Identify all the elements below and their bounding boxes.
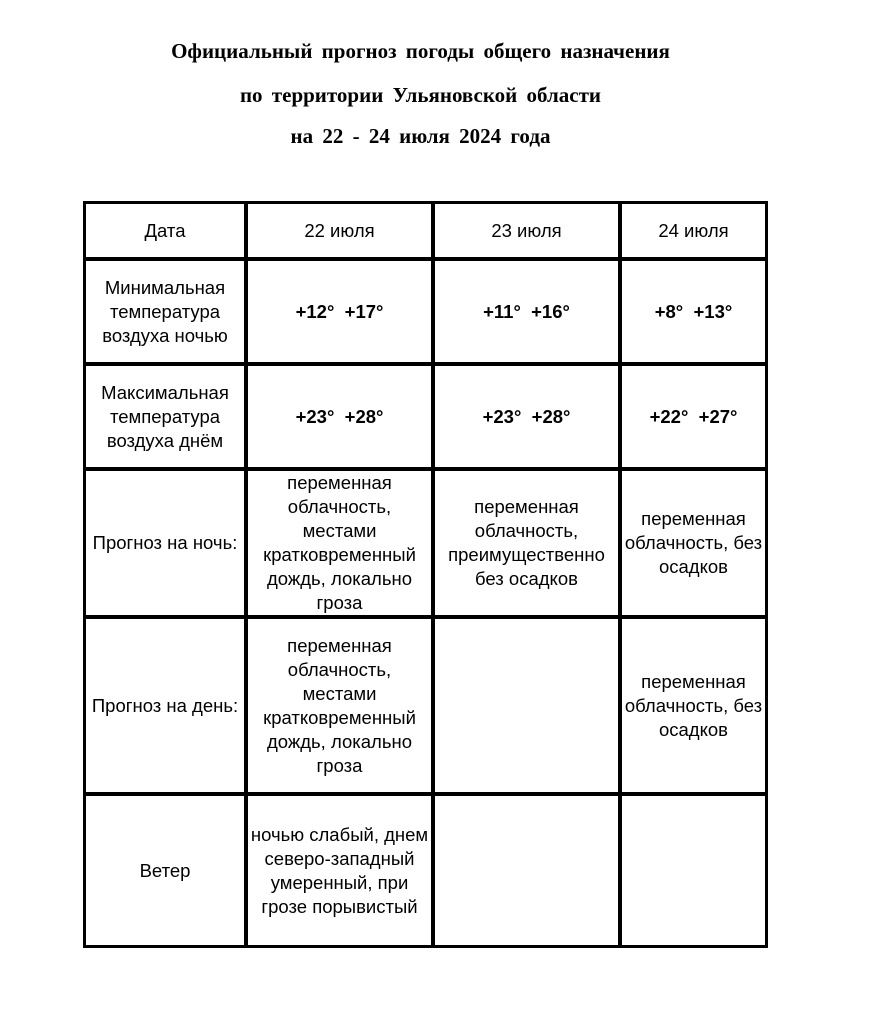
- min-temp-day-3: +8° +13°: [620, 259, 767, 364]
- wind-day-1: ночью слабый, днем северо-западный умеренный, при грозе порывистый: [246, 794, 433, 947]
- title-line-2: по территории Ульяновской области: [239, 83, 602, 107]
- day-forecast-day-3: переменная облачность, без осадков: [620, 617, 767, 794]
- min-temp-day-2: +11° +16°: [433, 259, 620, 364]
- forecast-table: [83, 201, 768, 948]
- wind-row: [84, 794, 767, 947]
- header-date-3: 24 июля: [620, 202, 767, 259]
- title-line-3: на 22 - 24 июля 2024 года: [290, 124, 551, 148]
- header-date-2: 23 июля: [433, 202, 620, 259]
- max-temp-row: [84, 364, 767, 469]
- night-forecast-day-2: переменная облачность, преимущественно без осадков: [433, 469, 620, 617]
- min-temp-day-1: +12° +17°: [246, 259, 433, 364]
- night-forecast-day-3: переменная облачность, без осадков: [620, 469, 767, 617]
- row-label-night-forecast: Прогноз на ночь:: [84, 469, 246, 617]
- header-row: [84, 202, 767, 259]
- row-label-min-temp: Минимальная температура воздуха ночью: [84, 259, 246, 364]
- max-temp-day-2: +23° +28°: [433, 364, 620, 469]
- min-temp-row: [84, 259, 767, 364]
- night-forecast-row: [84, 469, 767, 617]
- header-date-label: Дата: [84, 202, 246, 259]
- day-forecast-row: [84, 617, 767, 794]
- row-label-wind: Ветер: [84, 794, 246, 947]
- day-forecast-day-2: [433, 617, 620, 794]
- title-line-1: Официальный прогноз погоды общего назначения: [171, 39, 670, 63]
- wind-day-2: [433, 794, 620, 947]
- day-forecast-day-1: переменная облачность, местами кратковременный дождь, локально гроза: [246, 617, 433, 794]
- wind-day-3: [620, 794, 767, 947]
- header-date-1: 22 июля: [246, 202, 433, 259]
- max-temp-day-3: +22° +27°: [620, 364, 767, 469]
- row-label-day-forecast: Прогноз на день:: [84, 617, 246, 794]
- max-temp-day-1: +23° +28°: [246, 364, 433, 469]
- night-forecast-day-1: переменная облачность, местами кратковременный дождь, локально гроза: [246, 469, 433, 617]
- row-label-max-temp: Максимальная температура воздуха днём: [84, 364, 246, 469]
